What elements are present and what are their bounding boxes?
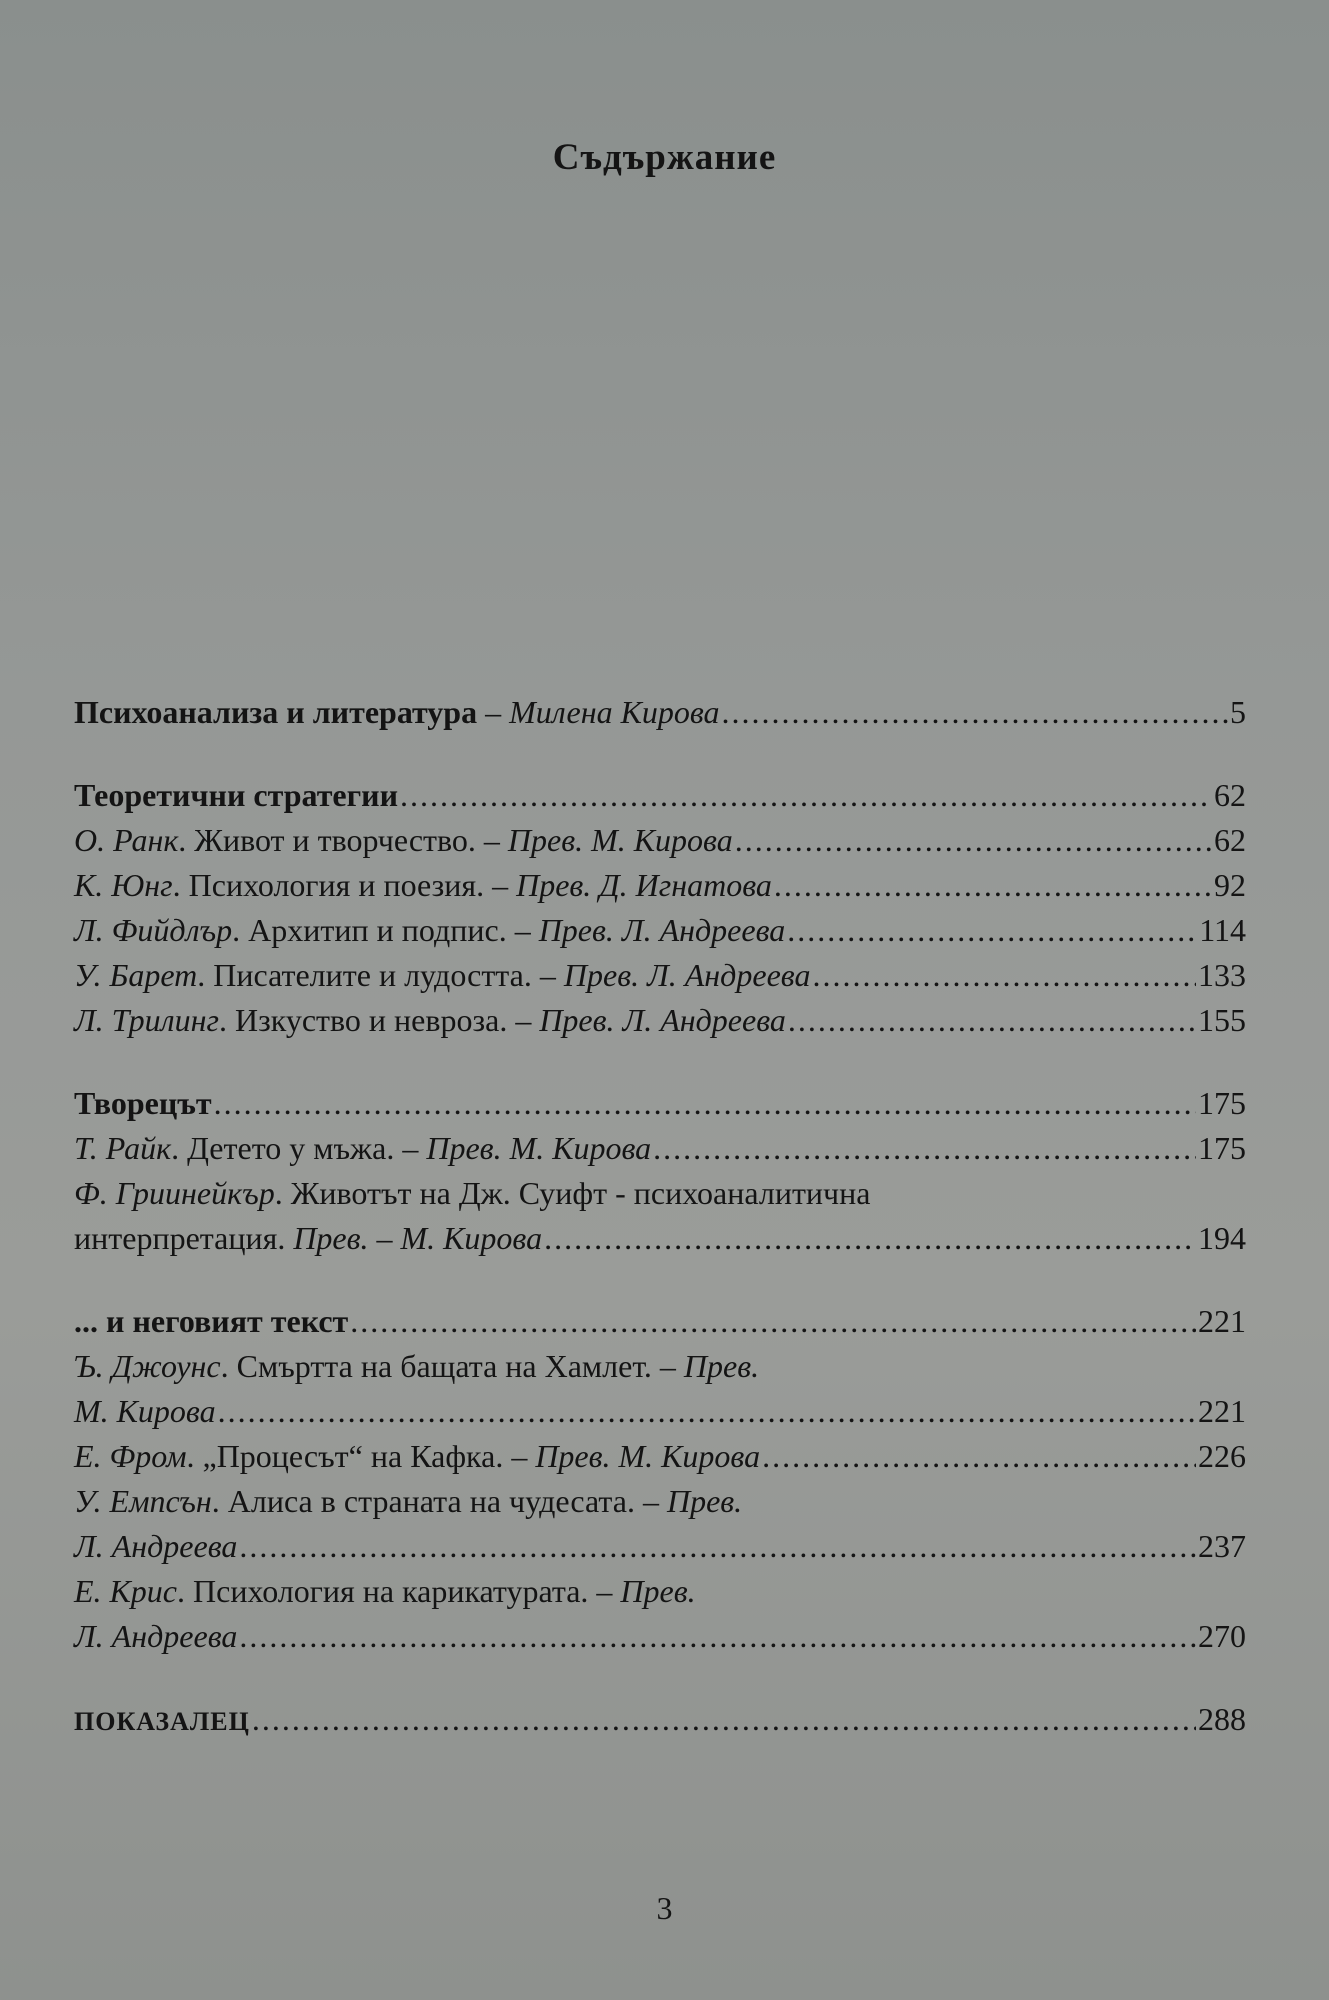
toc-entry-author: Е. Фром [74,1438,187,1474]
toc-entry-line [74,1171,1246,1216]
toc-page-number: 221 [1198,1303,1246,1339]
toc-entry-index [74,1697,1246,1744]
toc-entry-translator: Прев. М. Кирова [426,1130,652,1166]
toc-entry-translator: Прев. [666,1483,743,1519]
section-title: ... и неговият текст [74,1303,349,1339]
dot-leader [653,1126,1196,1171]
section-title: Теоретични стратегии [74,777,399,813]
toc-entry-author: Е. Крис [74,1573,177,1609]
toc-entry [74,1434,1246,1479]
toc-entry-work: . Алиса в страната на чудесата. – [211,1483,667,1519]
toc-entry-translator: Прев. Д. Игнатова [516,867,772,903]
toc-entry-line [74,1479,1246,1524]
toc-entry-work: . Детето у мъжа. – [171,1130,427,1166]
toc-entry-continuation [74,1614,1246,1659]
toc-entry-work: . Архитип и подпис. – [232,912,539,948]
dot-leader [218,1389,1196,1434]
toc-entry-line [74,1569,1246,1614]
toc-entry [74,953,1246,998]
dot-leader [400,773,1212,818]
toc-entry-author: Ъ. Джоунс [74,1348,221,1384]
toc-entry-line [74,1344,1246,1389]
dot-leader [774,863,1212,908]
toc-page-number: 155 [1198,1002,1246,1038]
toc-entry-work: . Живот и творчество. – [178,822,508,858]
toc-page-number: 62 [1214,777,1246,813]
toc-page-number: 62 [1214,822,1246,858]
toc-entry [74,863,1246,908]
index-title: ПОКАЗАЛЕЦ [74,1707,250,1736]
dot-leader [544,1216,1196,1261]
toc-entry-work: . „Процесът“ на Кафка. – [186,1438,536,1474]
dot-leader [214,1081,1196,1126]
toc-entry-author: У. Емпсън [74,1483,212,1519]
toc-entry-author: К. Юнг [74,867,173,903]
dot-leader [787,908,1197,953]
toc-entry-intro [74,690,1246,735]
toc-entry-work: . Смъртта на бащата на Хамлет. – [220,1348,684,1384]
toc-entry-translator: Прев. [683,1348,760,1384]
toc-entry-author: Л. Фийдлър [74,912,233,948]
toc-separator: – [477,694,510,730]
dot-leader [788,998,1196,1043]
toc-entry-translator: Л. Андреева [74,1618,238,1654]
toc-entry-work: . Писателите и лудостта. – [197,957,564,993]
toc-entry-work: . Животът на Дж. Суифт - психоаналитична [274,1175,871,1211]
toc-entry-author: Милена Кирова [509,694,720,730]
toc-entry [74,998,1246,1043]
toc-section-heading-creator [74,1081,1246,1126]
toc-entry-work: . Психология на карикатурата. – [177,1573,621,1609]
toc-page-number: 175 [1198,1085,1246,1121]
toc-page-number: 270 [1198,1618,1246,1654]
toc-entry-author: Л. Трилинг [74,1002,219,1038]
toc-entry-title: Психоанализа и литература [74,694,478,730]
dot-leader [722,690,1229,735]
toc-entry-author: Т. Райк [74,1130,172,1166]
toc-entry [74,818,1246,863]
toc-entry-work: интерпретация. [74,1220,294,1256]
toc-entry-translator: Прев. М. Кирова [507,822,733,858]
toc-entry [74,908,1246,953]
toc-entry-translator: Прев. – М. Кирова [293,1220,543,1256]
toc-entry-author: У. Барет [74,957,198,993]
toc-page-number: 114 [1199,912,1246,948]
toc-entry-continuation [74,1389,1246,1434]
toc-entry-translator: Л. Андреева [74,1528,238,1564]
table-of-contents [74,690,1246,1744]
dot-leader [735,818,1212,863]
dot-leader [239,1614,1196,1659]
section-title: Творецът [74,1085,212,1121]
toc-page-number: 221 [1198,1393,1246,1429]
toc-page-number: 5 [1230,694,1246,730]
toc-entry-continuation [74,1216,1246,1261]
toc-page-number: 288 [1198,1701,1246,1737]
toc-entry-translator: М. Кирова [74,1393,216,1429]
page-title: Съдържание [552,137,777,178]
toc-entry-translator: Прев. М. Кирова [535,1438,761,1474]
toc-entry-author: Ф. Гриинейкър [74,1175,275,1211]
dot-leader [350,1299,1196,1344]
toc-section-heading-text [74,1299,1246,1344]
toc-entry-translator: Прев. Л. Андреева [563,957,811,993]
toc-entry-translator: Прев. Л. Андреева [539,1002,786,1038]
toc-entry-work: . Изкуство и невроза. – [218,1002,540,1038]
toc-page-number: 237 [1198,1528,1246,1564]
toc-entry-translator: Прев. [620,1573,696,1609]
toc-entry-author: О. Ранк [74,822,179,858]
toc-section-heading-strategies [74,773,1246,818]
dot-leader [812,953,1196,998]
page-number: 3 [656,1890,673,1926]
toc-page-number: 226 [1198,1438,1246,1474]
toc-page-number: 194 [1198,1220,1246,1256]
toc-entry [74,1126,1246,1171]
dot-leader [252,1697,1196,1742]
toc-entry-translator: Прев. Л. Андреева [538,912,786,948]
dot-leader [762,1434,1196,1479]
dot-leader [239,1524,1196,1569]
toc-page-number: 133 [1198,957,1246,993]
toc-page-number: 92 [1214,867,1246,903]
toc-entry-work: . Психология и поезия. – [172,867,517,903]
toc-entry-continuation [74,1524,1246,1569]
toc-page-number: 175 [1198,1130,1246,1166]
